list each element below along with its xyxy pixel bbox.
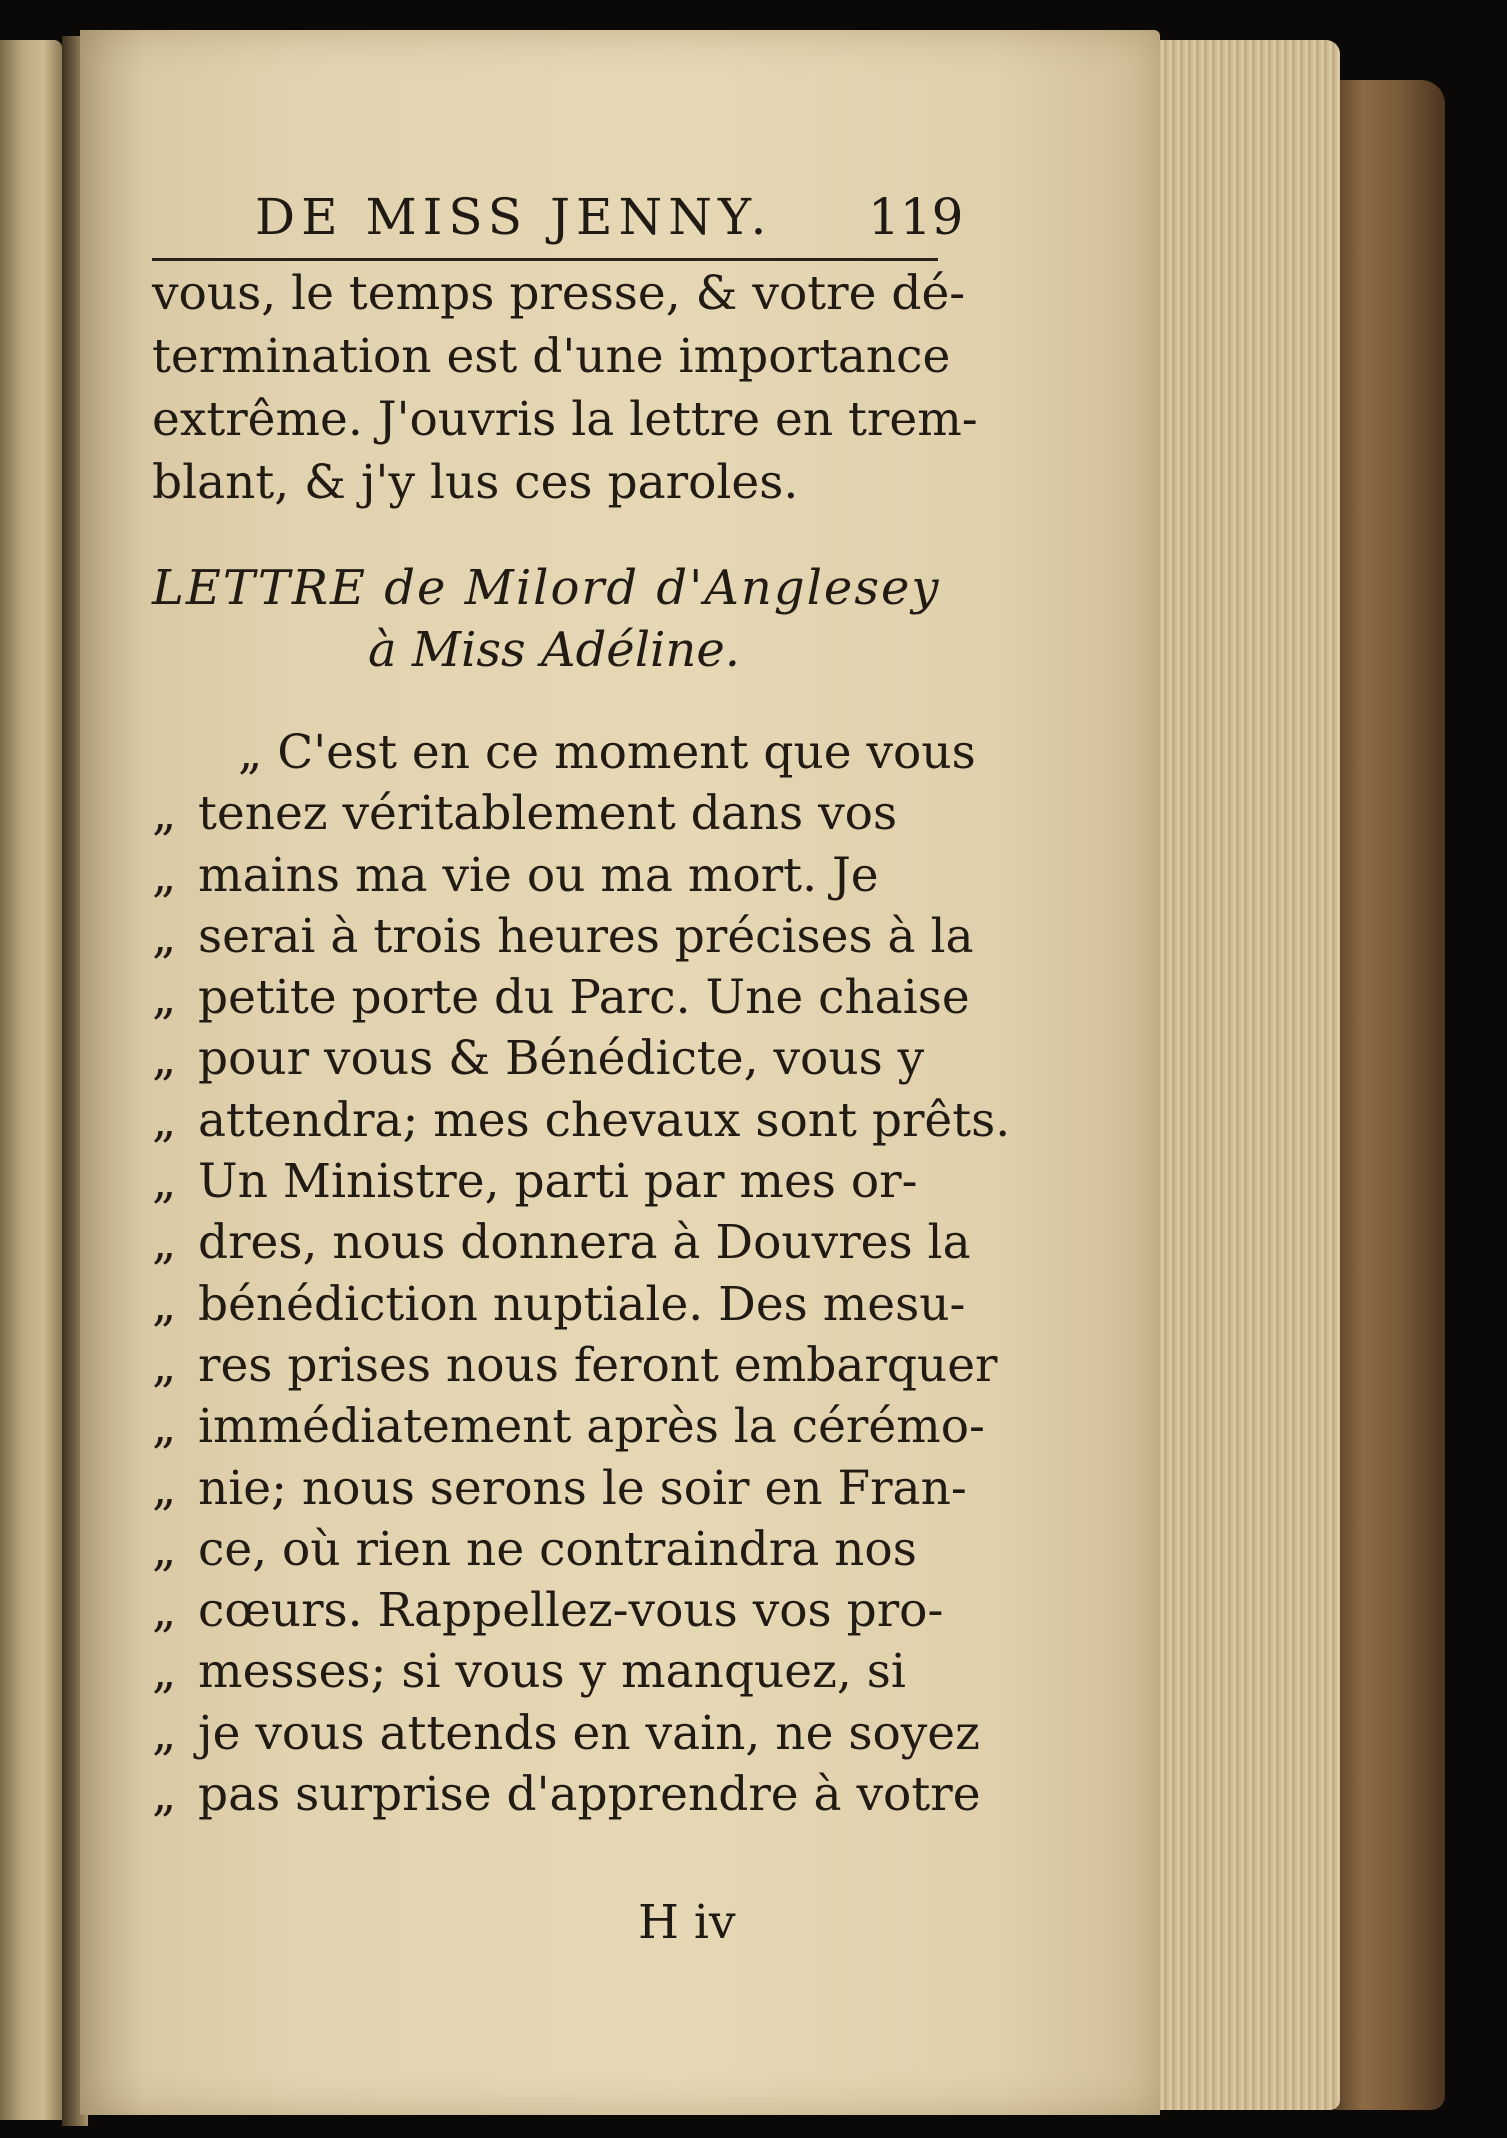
letter-line-text: Un Ministre, parti par mes or- [198, 1154, 918, 1210]
quote-mark: „ [152, 1705, 177, 1761]
letter-line [152, 1641, 1010, 1702]
letter-line-text: je vous attends en vain, ne soyez [198, 1705, 980, 1761]
quote-mark [152, 722, 198, 783]
quote-mark: „ [152, 1031, 177, 1087]
running-head-title: DE MISS JENNY. [255, 188, 773, 246]
header-rule [152, 258, 938, 261]
letter-line [152, 845, 1010, 906]
quote-mark: „ [152, 1154, 177, 1210]
letter-line-text: ce, où rien ne contraindra nos [198, 1521, 917, 1577]
letter-line [152, 1335, 1010, 1396]
letter-line [152, 1703, 1010, 1764]
letter-line-text: petite porte du Parc. Une chaise [198, 970, 970, 1026]
quote-mark: „ [152, 1583, 177, 1639]
letter-line-text: cœurs. Rappellez-vous vos pro- [198, 1583, 944, 1639]
quote-mark: „ [152, 1460, 177, 1516]
text-line: termination est d'une importance [152, 329, 951, 384]
letter-body [152, 722, 1010, 1825]
letter-line [152, 1519, 1010, 1580]
letter-line-text: res prises nous feront embarquer [198, 1337, 998, 1393]
letter-heading: LETTRE de Milord d'Anglesey [152, 560, 941, 616]
quote-mark: „ [152, 847, 177, 903]
quote-mark: „ [152, 1399, 177, 1455]
page-number: 119 [868, 188, 964, 246]
text-line: blant, & j'y lus ces paroles. [152, 455, 799, 510]
text-line: extrême. J'ouvris la lettre en trem- [152, 392, 978, 447]
letter-line [152, 1090, 1010, 1151]
quote-mark: „ [152, 1644, 177, 1700]
page-block-edges [1160, 40, 1340, 2110]
letter-line [152, 1151, 1010, 1212]
letter-line-text: mains ma vie ou ma mort. Je [198, 847, 879, 903]
book-cover-edge [1335, 80, 1445, 2110]
letter-line [152, 1274, 1010, 1335]
letter-line-text: attendra; mes chevaux sont prêts. [198, 1092, 1011, 1148]
letter-line [152, 1396, 1010, 1457]
letter-line-text: pas surprise d'apprendre à votre [198, 1767, 981, 1823]
letter-line [152, 1580, 1010, 1641]
text-line: vous, le temps presse, & votre dé- [152, 266, 966, 321]
quote-mark: „ [152, 970, 177, 1026]
letter-line-text: nie; nous serons le soir en Fran- [198, 1460, 967, 1516]
letter-line-text: serai à trois heures précises à la [198, 908, 974, 964]
quote-mark: „ [152, 1767, 177, 1823]
quote-mark: „ [152, 1276, 177, 1332]
letter-line-text: messes; si vous y manquez, si [198, 1644, 906, 1700]
letter-line [152, 967, 1010, 1028]
signature-mark: H iv [638, 1895, 736, 1950]
letter-line [152, 722, 1010, 783]
letter-line-text: bénédiction nuptiale. Des mesu- [198, 1276, 966, 1332]
letter-line [152, 1764, 1010, 1825]
letter-line-text: pour vous & Bénédicte, vous y [198, 1031, 925, 1087]
letter-line [152, 1028, 1010, 1089]
letter-line [152, 1458, 1010, 1519]
quote-mark: „ [152, 1215, 177, 1271]
letter-line [152, 906, 1010, 967]
letter-line-text: immédiatement après la cérémo- [198, 1399, 985, 1455]
quote-mark: „ [152, 908, 177, 964]
letter-line-text: „ C'est en ce moment que vous [238, 725, 976, 780]
letter-heading-addressee: à Miss Adéline. [368, 622, 740, 678]
letter-line-text: dres, nous donnera à Douvres la [198, 1215, 971, 1271]
letter-line [152, 1212, 1010, 1273]
quote-mark: „ [152, 786, 177, 842]
letter-line [152, 783, 1010, 844]
previous-page-edge [0, 40, 62, 2120]
quote-mark: „ [152, 1337, 177, 1393]
letter-line-text: tenez véritablement dans vos [198, 786, 898, 842]
quote-mark: „ [152, 1521, 177, 1577]
opening-paragraph [152, 262, 978, 514]
quote-mark: „ [152, 1092, 177, 1148]
